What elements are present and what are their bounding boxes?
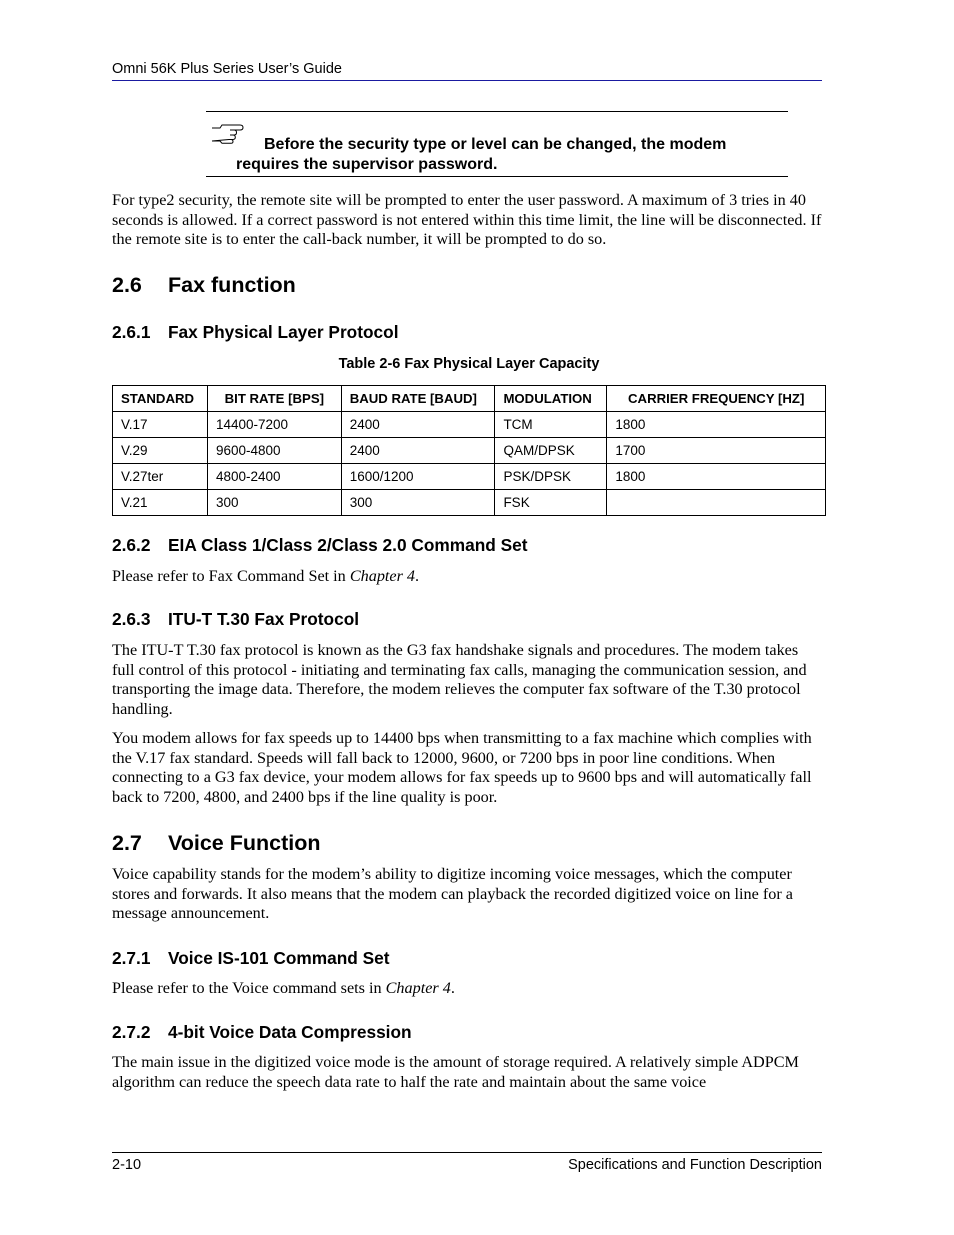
table-cell: 14400-7200 <box>207 412 341 438</box>
table-row <box>113 490 826 516</box>
table-cell: 300 <box>207 490 341 516</box>
fax-command-paragraph <box>112 567 824 587</box>
table-cell: TCM <box>495 412 607 438</box>
fax-capacity-table <box>112 385 826 516</box>
table-cell: QAM/DPSK <box>495 438 607 464</box>
table-cell: 2400 <box>341 438 495 464</box>
subsection-title: Voice IS-101 Command Set <box>168 948 390 968</box>
voice-command-paragraph <box>112 979 824 999</box>
chapter-title: Specifications and Function Description <box>568 1157 822 1173</box>
subsection-heading-2-6-2 <box>112 535 528 556</box>
note-box <box>206 111 788 177</box>
table-row <box>113 412 826 438</box>
subsection-title: ITU-T T.30 Fax Protocol <box>168 609 360 629</box>
table-row <box>113 464 826 490</box>
table-cell: 1800 <box>607 464 826 490</box>
table-cell: 300 <box>341 490 495 516</box>
chapter-reference: Chapter 4 <box>385 979 451 997</box>
column-header: MODULATION <box>495 386 607 412</box>
subsection-number: 2.7.1 <box>112 948 151 968</box>
paragraph-text: Please refer to the Voice command sets in <box>112 979 386 997</box>
table-row <box>113 438 826 464</box>
subsection-number: 2.7.2 <box>112 1022 151 1042</box>
paragraph-text: . <box>415 567 420 585</box>
table-cell: 2400 <box>341 412 495 438</box>
section-heading-2-7 <box>112 831 321 856</box>
column-header: STANDARD <box>113 386 208 412</box>
subsection-heading-2-6-3 <box>112 609 359 630</box>
page-header <box>112 60 822 81</box>
table-cell: 9600-4800 <box>207 438 341 464</box>
table-cell: 1700 <box>607 438 826 464</box>
table-caption: Table 2-6 Fax Physical Layer Capacity <box>338 356 600 372</box>
subsection-number: 2.6.2 <box>112 535 151 555</box>
voice-paragraph: Voice capability stands for the modem’s ability to digitize incoming voice messages, which the computer stores and forwards. It also means that the modem can playback the recorded digitized voice on line for a message announcement. <box>112 865 793 923</box>
table-cell: PSK/DPSK <box>495 464 607 490</box>
subsection-heading-2-7-1 <box>112 948 390 969</box>
section-title: Fax function <box>168 273 296 297</box>
table-cell: FSK <box>495 490 607 516</box>
section-number: 2.6 <box>112 273 142 297</box>
subsection-title: 4-bit Voice Data Compression <box>168 1022 412 1042</box>
table-cell: V.29 <box>113 438 208 464</box>
t30-paragraph-1: The ITU-T T.30 fax protocol is known as the G3 fax handshake signals and procedures. The modem takes full control of this protocol - initiating and terminating fax calls, managing the communication session, and transporting the image data. Therefore, the modem relieves the computer fax software of the T.30 protocol handling. <box>112 641 807 718</box>
section-number: 2.7 <box>112 831 142 855</box>
page-number: 2-10 <box>112 1157 142 1173</box>
subsection-title: Fax Physical Layer Protocol <box>168 322 399 342</box>
subsection-number: 2.6.3 <box>112 609 151 629</box>
table-cell: 4800-2400 <box>207 464 341 490</box>
paragraph-text: . <box>450 979 455 997</box>
subsection-title: EIA Class 1/Class 2/Class 2.0 Command Set <box>168 535 528 555</box>
subsection-heading-2-7-2 <box>112 1022 412 1043</box>
note-text: Before the security type or level can be changed, the modem requires the supervisor password. <box>236 136 727 173</box>
section-title: Voice Function <box>168 831 321 855</box>
page-footer <box>112 1152 822 1173</box>
header-title: Omni 56K Plus Series User’s Guide <box>112 61 342 77</box>
subsection-heading-2-6-1 <box>112 322 399 343</box>
table-cell: 1600/1200 <box>341 464 495 490</box>
table-header-row <box>113 386 826 412</box>
table-cell: V.27ter <box>113 464 208 490</box>
column-header: BIT RATE [BPS] <box>207 386 341 412</box>
column-header: BAUD RATE [BAUD] <box>341 386 495 412</box>
table-cell: 1800 <box>607 412 826 438</box>
table-cell: V.21 <box>113 490 208 516</box>
column-header: CARRIER FREQUENCY [HZ] <box>607 386 826 412</box>
t30-paragraph-2: You modem allows for fax speeds up to 14400 bps when transmitting to a fax machine which complies with the V.17 fax standard. Speeds will fall back to 12000, 9600, or 7200 bps in poor line conditions. When connecting to a G3 fax device, your modem allows for fax speeds up to 9600 bps and will automatically fall back to 7200, 4800, and 2400 bps if the line quality is poor. <box>112 729 812 806</box>
intro-paragraph: For type2 security, the remote site will be prompted to enter the user password. A maximum of 3 tries in 40 seconds is allowed. If a correct password is not entered within this time limit, the line will be disconnected. If the remote site is to enter the call-back number, it will be prompted to do so. <box>112 191 822 249</box>
table-cell <box>607 490 826 516</box>
paragraph-text: Please refer to Fax Command Set in <box>112 567 350 585</box>
chapter-reference: Chapter 4 <box>349 567 416 585</box>
table-cell: V.17 <box>113 412 208 438</box>
subsection-number: 2.6.1 <box>112 322 151 342</box>
section-heading-2-6 <box>112 273 296 298</box>
compression-paragraph: The main issue in the digitized voice mode is the amount of storage required. A relatively simple ADPCM algorithm can reduce the speech data rate to half the rate and maintain about the same voice <box>112 1053 799 1091</box>
